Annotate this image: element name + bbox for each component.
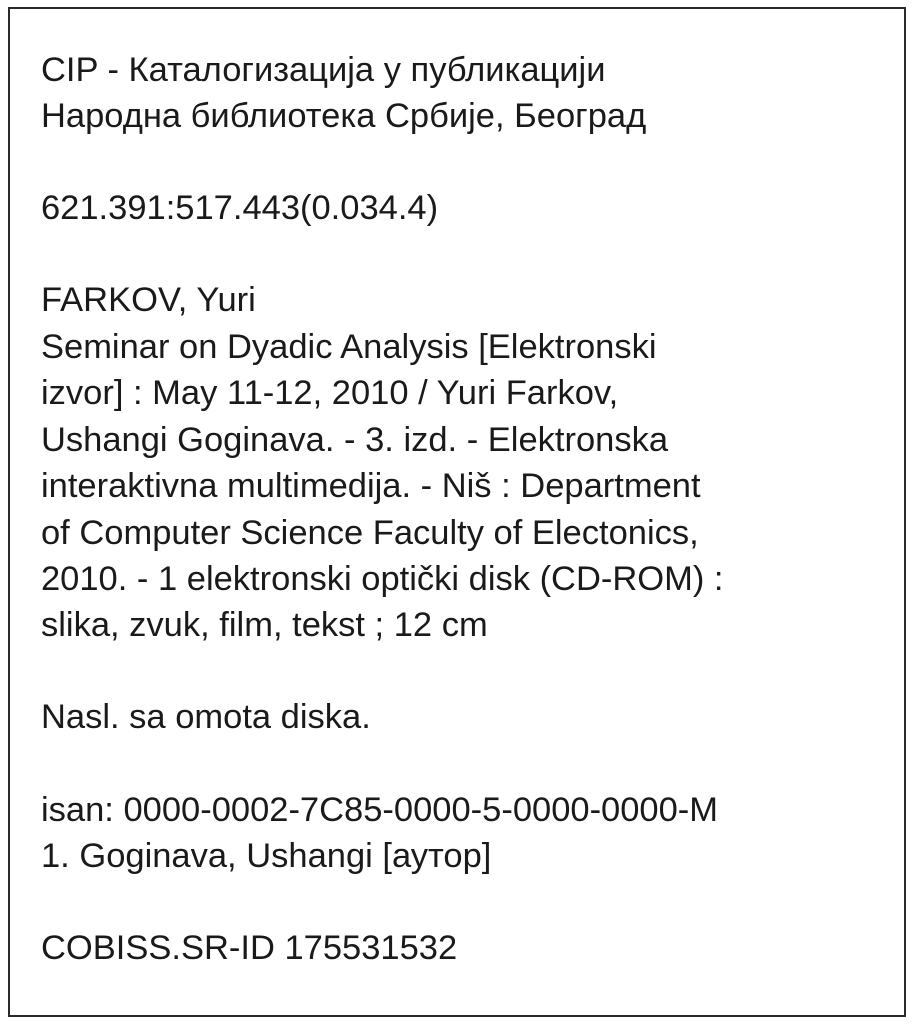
added-entry-coauthor: 1. Goginava, Ushangi [аутор] [41,837,492,875]
cip-header-line-2: Народна библиотека Србије, Београд [41,97,647,135]
author-heading: FARKOV, Yuri [41,281,256,319]
description-line: of Computer Science Faculty of Electonics, [41,514,699,552]
udc-classification: 621.391:517.443(0.034.4) [41,189,439,227]
title-source-note: Nasl. sa omota diska. [41,698,371,736]
description-line: slika, zvuk, film, tekst ; 12 cm [41,606,488,644]
isan-identifier: isan: 0000-0002-7C85-0000-5-0000-0000-M [41,791,719,829]
description-line: interaktivna multimedija. - Niš : Department [41,467,701,505]
description-line: 2010. - 1 elektronski optički disk (CD-ROM) : [41,560,724,598]
description-line: Seminar on Dyadic Analysis [Elektronski [41,328,657,366]
cobiss-id: COBISS.SR-ID 175531532 [41,929,458,967]
description-line: Ushangi Goginava. - 3. izd. - Elektronska [41,421,669,459]
description-line: izvor] : May 11-12, 2010 / Yuri Farkov, [41,374,619,412]
cip-header-line-1: CIP - Каталогизација у публикацији [41,51,606,89]
